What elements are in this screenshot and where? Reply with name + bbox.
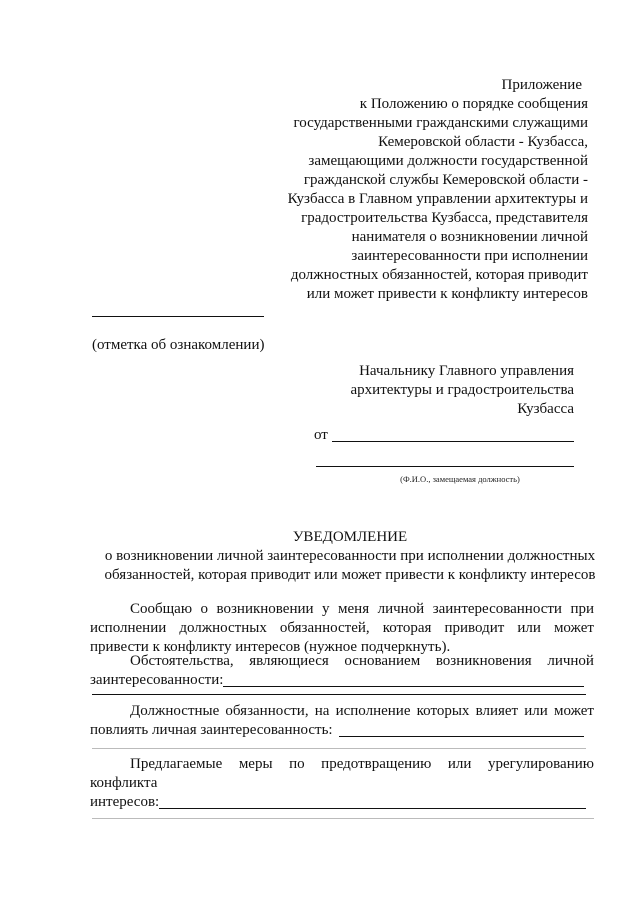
appendix-line: должностных обязанностей, которая приводит: [290, 267, 588, 283]
word: которых: [416, 703, 470, 719]
word: Предлагаемые: [130, 756, 223, 772]
measures-field-continuation[interactable]: [92, 818, 594, 819]
appendix-line: замещающими должности государственной: [308, 153, 588, 169]
paragraph-line: [90, 619, 594, 638]
word: должностных: [179, 620, 267, 636]
paragraph-line: [90, 755, 594, 774]
paragraph-line: конфликта: [90, 775, 158, 791]
paragraph-line: [90, 702, 594, 721]
word: исполнении: [90, 620, 167, 636]
from-name-field[interactable]: [332, 441, 574, 442]
paragraph-line: привести к конфликту интересов (нужное подчеркнуть).: [90, 639, 451, 655]
word: личной: [547, 653, 594, 669]
duties-field-continuation[interactable]: [92, 748, 586, 749]
from-label: от: [314, 427, 328, 443]
addressee-line: Начальнику Главного управления: [359, 363, 574, 379]
paragraph-line: [90, 721, 584, 740]
word: на: [314, 703, 330, 719]
word: или: [524, 703, 548, 719]
word: являющиеся: [249, 653, 329, 669]
word: обязанности,: [225, 703, 309, 719]
paragraph-duties: [90, 702, 594, 740]
paragraph-line: [90, 600, 594, 619]
appendix-line: градостроительства Кузбасса, представителя: [301, 210, 588, 226]
paragraph-circumstances: [90, 652, 594, 690]
paragraph-report: [90, 600, 594, 657]
word: по: [289, 756, 305, 772]
word: у: [322, 601, 330, 617]
circumstances-field[interactable]: [223, 671, 584, 687]
notice-title: УВЕДОМЛЕНИЕ: [292, 529, 408, 545]
word: возникновения: [435, 653, 532, 669]
appendix-line: Кузбасса в Главном управлении архитектуры и: [287, 191, 588, 207]
appendix-line: Приложение: [501, 77, 582, 93]
fio-position-field[interactable]: [316, 466, 574, 467]
word: возникновении: [216, 601, 314, 617]
appendix-line: нанимателя о возникновении личной: [351, 229, 588, 245]
word: влияет: [475, 703, 519, 719]
addressee-block: [274, 362, 574, 419]
appendix-line: Кемеровской области - Кузбасса,: [378, 134, 588, 150]
paragraph-line: [90, 793, 586, 812]
word: личной: [377, 601, 425, 617]
word: Должностные: [130, 703, 220, 719]
appendix-line: гражданской службы Кемеровской области -: [303, 172, 588, 188]
word: может: [553, 620, 594, 636]
duties-field[interactable]: [339, 721, 584, 737]
appendix-line: государственными гражданскими служащими: [293, 115, 588, 131]
word: Сообщаю: [130, 601, 193, 617]
word: урегулированию: [488, 756, 594, 772]
word: меня: [338, 601, 370, 617]
notice-subtitle-line: о возникновении личной заинтересованности при исполнении должностных: [104, 548, 596, 564]
paragraph-line: [90, 671, 584, 690]
word: о: [200, 601, 209, 617]
word: Обстоятельства,: [130, 653, 234, 669]
word: или: [517, 620, 541, 636]
word: может: [553, 703, 594, 719]
word: предотвращению: [321, 756, 432, 772]
measures-field[interactable]: [159, 793, 586, 809]
circumstances-field-continuation[interactable]: [92, 694, 586, 695]
appendix-header: [228, 76, 588, 304]
paragraph-measures: [90, 755, 594, 812]
appendix-line: к Положению о порядке сообщения: [359, 96, 588, 112]
fio-caption: (Ф.И.О., замещаемая должность): [400, 474, 520, 484]
notice-subtitle-line: обязанностей, которая приводит или может привести к конфликту интересов: [104, 567, 596, 583]
word: которая: [382, 620, 432, 636]
word: меры: [238, 756, 273, 772]
paragraph-line: [90, 652, 594, 671]
word: обязанностей,: [279, 620, 370, 636]
word: исполнение: [335, 703, 411, 719]
duties-label: повлиять личная заинтересованность:: [90, 722, 333, 738]
word: при: [570, 601, 594, 617]
notice-heading: [60, 528, 640, 585]
from-row: [314, 426, 574, 446]
measures-label: интересов:: [90, 794, 160, 810]
addressee-line: Кузбасса: [517, 401, 574, 417]
acknowledgement-label: (отметка об ознакомлении): [92, 337, 265, 353]
acknowledgement-signature-line[interactable]: [92, 316, 264, 317]
word: основанием: [344, 653, 421, 669]
word: приводит: [444, 620, 505, 636]
appendix-line: заинтересованности при исполнении: [351, 248, 588, 264]
addressee-line: архитектуры и градостроительства: [350, 382, 574, 398]
word: или: [447, 756, 472, 772]
word: заинтересованности: [432, 601, 562, 617]
appendix-line: или может привести к конфликту интересов: [306, 286, 588, 302]
circumstances-label: заинтересованности:: [90, 672, 224, 688]
